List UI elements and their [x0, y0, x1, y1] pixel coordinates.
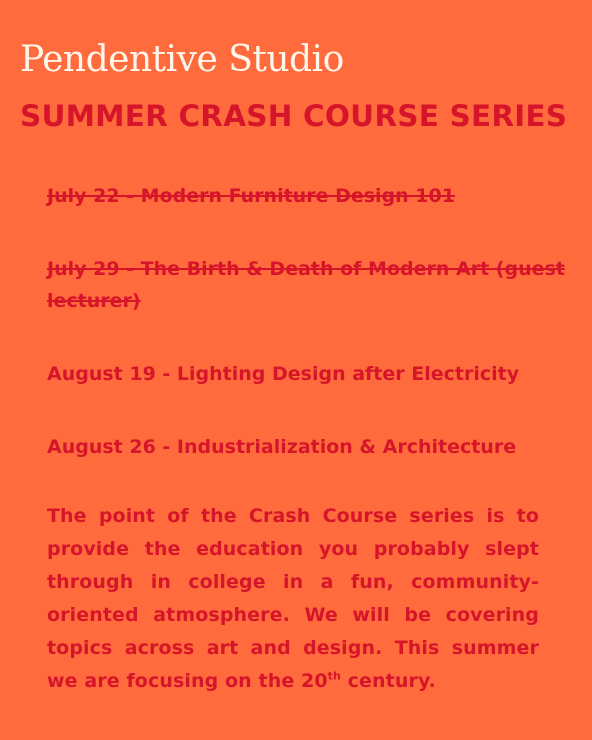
series-description	[47, 500, 539, 698]
description-tail: century.	[340, 670, 436, 692]
event-list	[47, 180, 567, 504]
event-item-august-19: August 19 - Lighting Design after Electricity	[47, 363, 520, 385]
description-text: The point of the Crash Course series is to provide the education you probably slept through in college in a fun, community-oriented atmosphere. We will be covering topics across art and design. This summer we are focusing on the 20	[47, 505, 539, 692]
event-item-july-22: July 22 - Modern Furniture Design 101	[47, 185, 455, 207]
event-item-july-29: July 29 - The Birth & Death of Modern Art (guest lecturer)	[47, 258, 565, 312]
ordinal-suffix: th	[327, 669, 341, 683]
event-item-august-26: August 26 - Industrialization & Architecture	[47, 436, 517, 458]
series-title: SUMMER CRASH COURSE SERIES	[20, 99, 568, 133]
studio-name: Pendentive Studio	[20, 39, 344, 80]
